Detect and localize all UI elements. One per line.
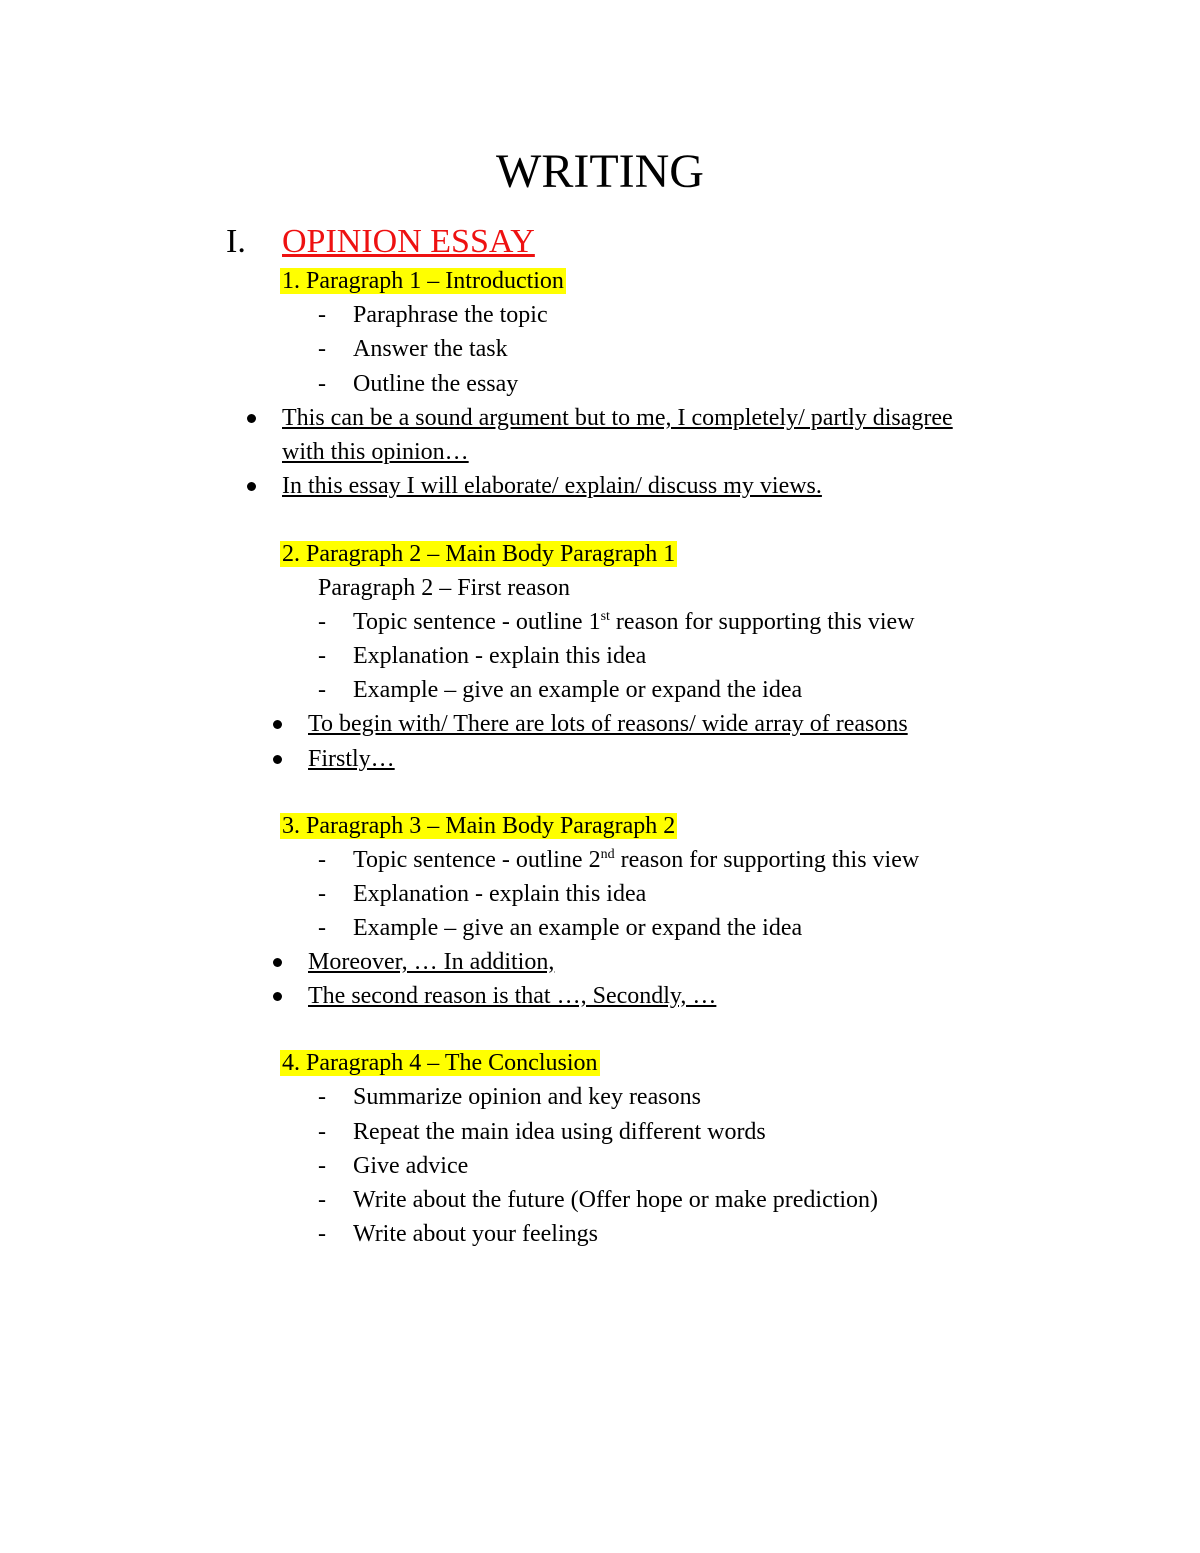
list-item: Summarize opinion and key reasons [353,1084,701,1110]
dash-marker: - [318,643,326,669]
section-title: OPINION ESSAY [282,223,535,260]
list-item: Answer the task [353,336,508,362]
bullet-icon [273,755,282,764]
phrase-example: Firstly… [308,746,395,772]
list-item: Example – give an example or expand the idea [353,677,803,703]
bullet-icon [247,482,256,491]
bullet-icon [273,992,282,1001]
paragraph-2-subheading: Paragraph 2 – First reason [318,575,570,601]
paragraph-3-heading: 3. Paragraph 3 – Main Body Paragraph 2 [282,813,676,839]
paragraph-4-heading: 4. Paragraph 4 – The Conclusion [282,1050,598,1076]
list-item: Write about the future (Offer hope or make prediction) [353,1187,879,1213]
list-item: Topic sentence - outline 1st reason for supporting this view [353,609,915,635]
dash-marker: - [318,1153,326,1179]
phrase-example: To begin with/ There are lots of reasons/ wide array of reasons [308,711,908,737]
list-item: Explanation - explain this idea [353,643,647,669]
bullet-icon [247,414,256,423]
list-item: Give advice [353,1153,469,1179]
dash-marker: - [318,302,326,328]
dash-marker: - [318,1221,326,1247]
phrase-example: In this essay I will elaborate/ explain/ discuss my views. [282,473,822,499]
list-item: Explanation - explain this idea [353,881,647,907]
list-item: Write about your feelings [353,1221,598,1247]
phrase-example: Moreover, … In addition, [308,949,555,975]
phrase-example-continued: with this opinion… [282,439,469,465]
list-item: Topic sentence - outline 2nd reason for supporting this view [353,847,920,873]
dash-marker: - [318,881,326,907]
bullet-icon [273,720,282,729]
list-item: Outline the essay [353,371,519,397]
paragraph-2-heading: 2. Paragraph 2 – Main Body Paragraph 1 [282,541,676,567]
phrase-example: This can be a sound argument but to me, I completely/ partly disagree [282,405,953,431]
dash-marker: - [318,677,326,703]
section-number: I. [226,223,246,260]
list-item: Repeat the main idea using different words [353,1119,766,1145]
page-title: WRITING [496,145,704,198]
dash-marker: - [318,371,326,397]
dash-marker: - [318,1084,326,1110]
dash-marker: - [318,1187,326,1213]
bullet-icon [273,958,282,967]
list-item: Example – give an example or expand the idea [353,915,803,941]
dash-marker: - [318,847,326,873]
dash-marker: - [318,609,326,635]
dash-marker: - [318,915,326,941]
dash-marker: - [318,336,326,362]
dash-marker: - [318,1119,326,1145]
paragraph-1-heading: 1. Paragraph 1 – Introduction [282,268,564,294]
list-item: Paraphrase the topic [353,302,548,328]
phrase-example: The second reason is that …, Secondly, … [308,983,717,1009]
